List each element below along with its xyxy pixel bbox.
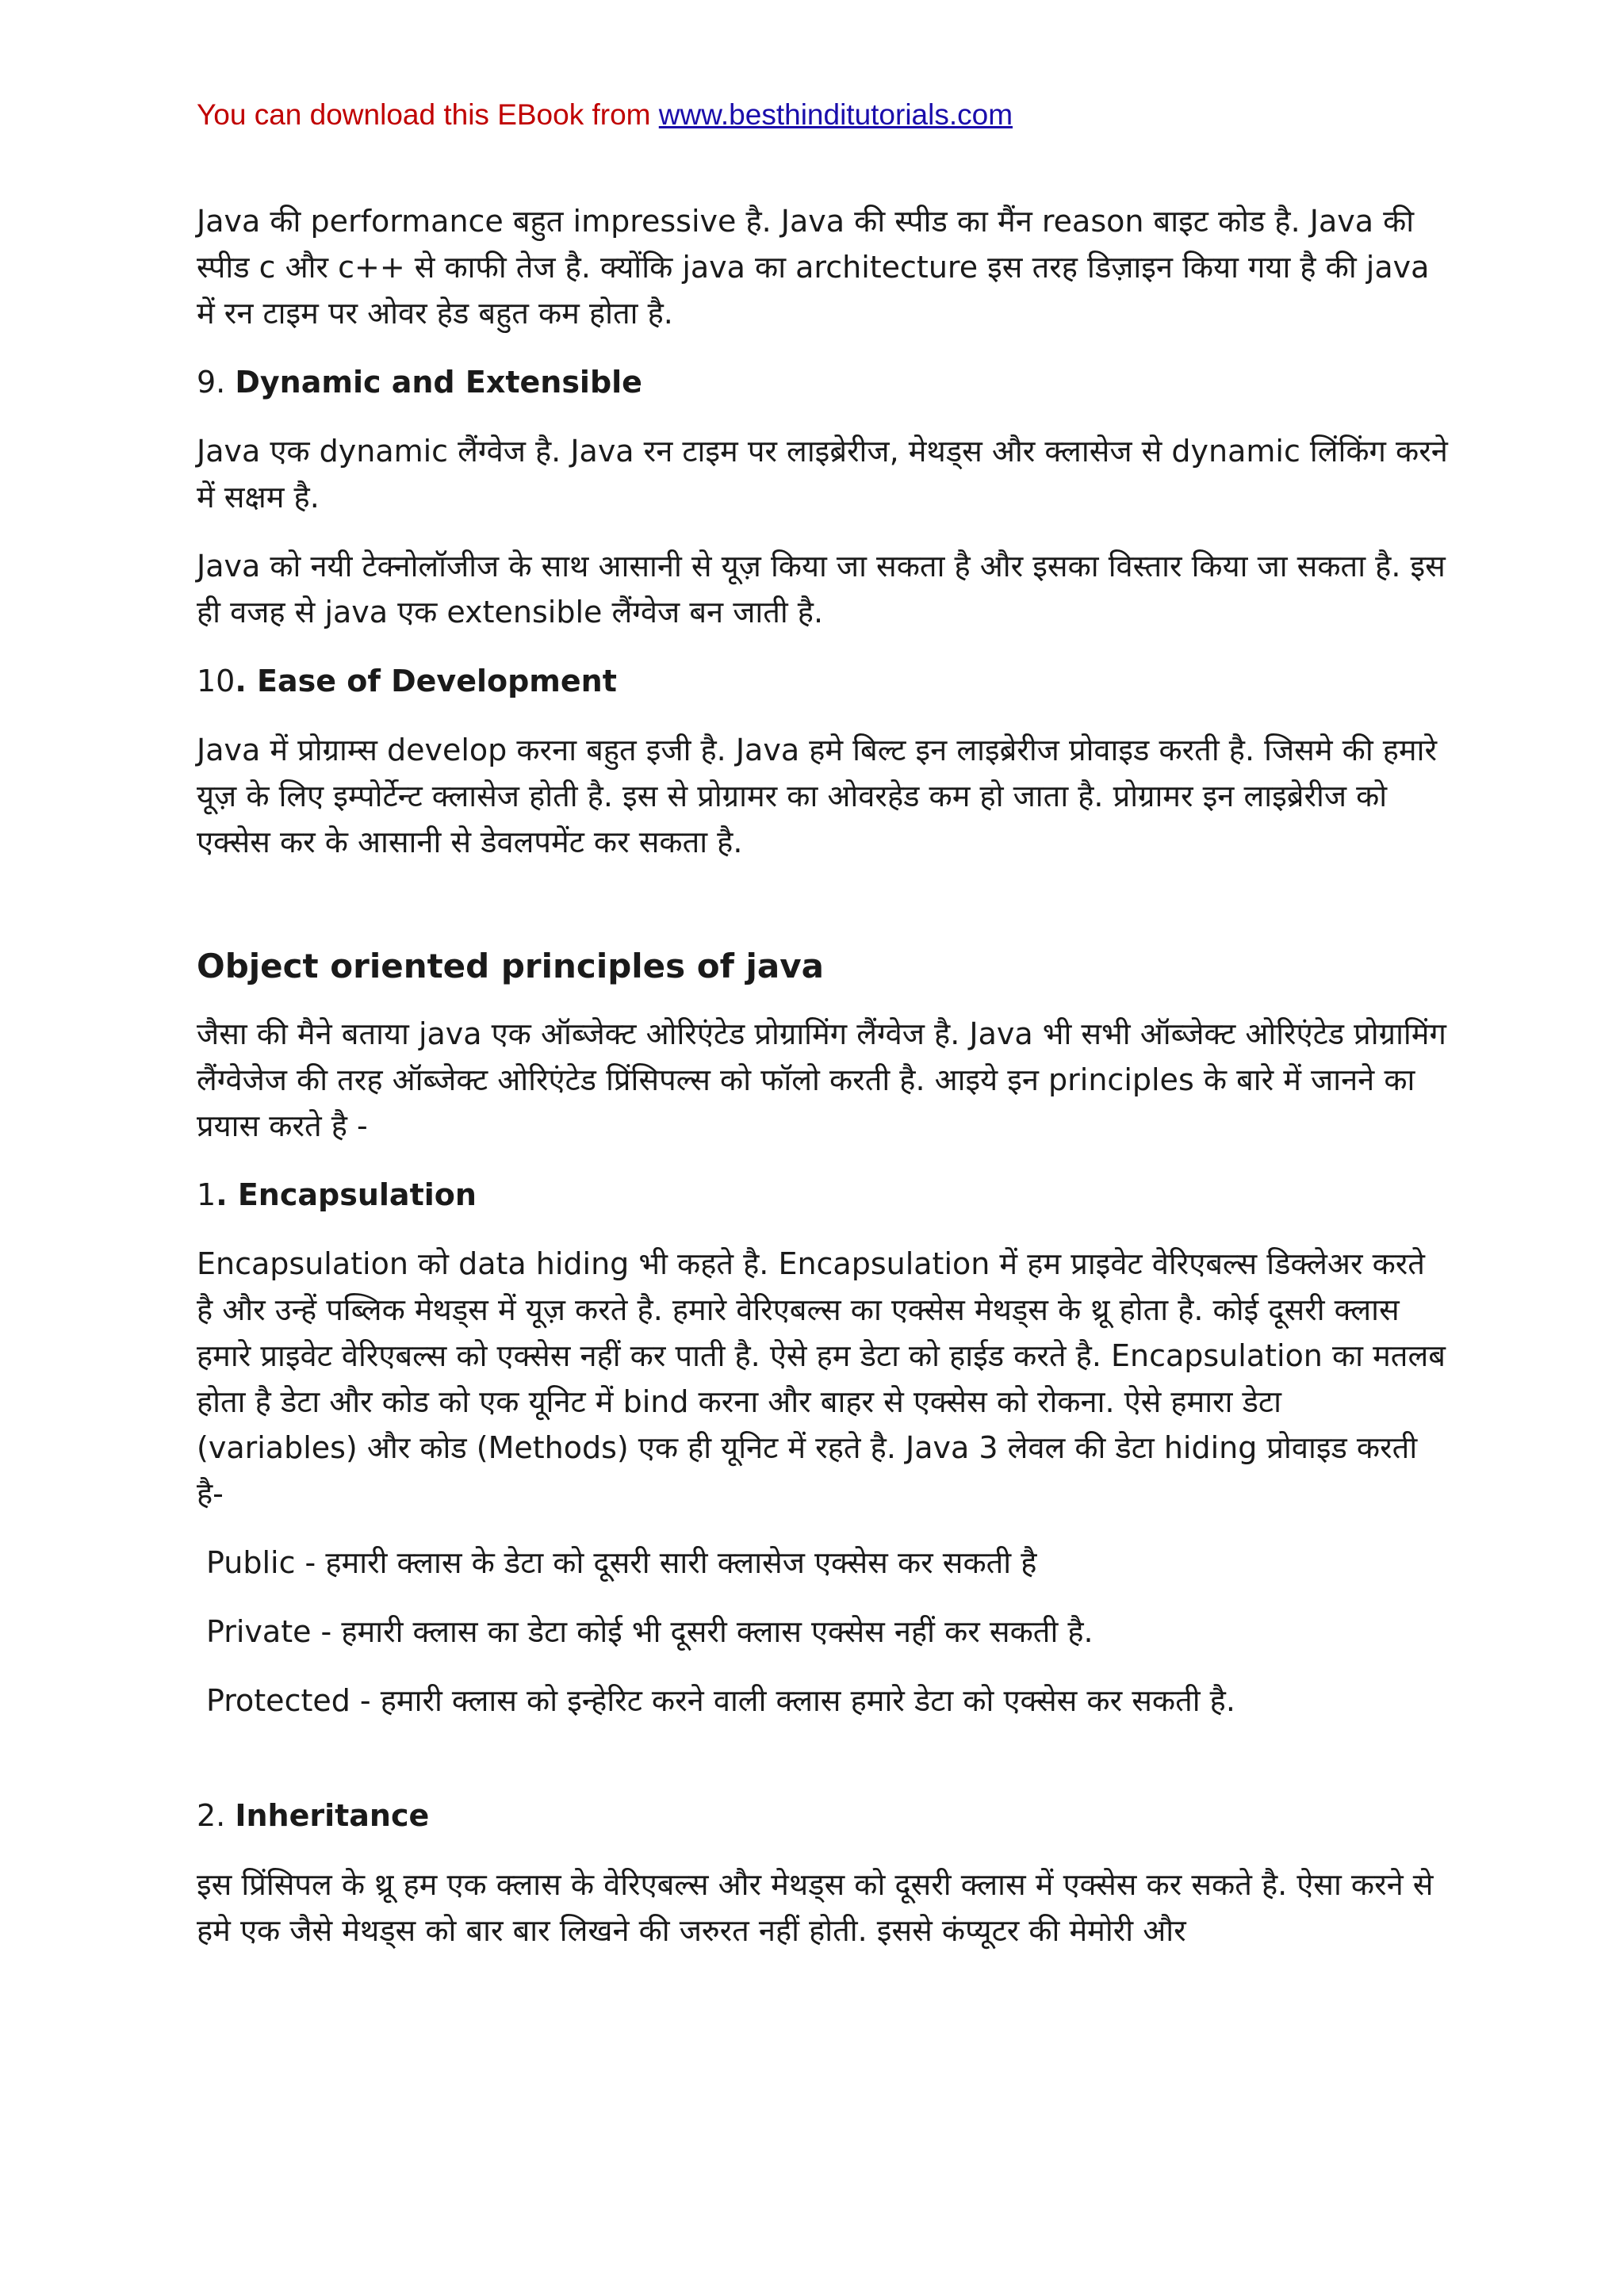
download-notice-text: You can download this EBook from <box>197 98 659 131</box>
website-link[interactable]: www.besthinditutorials.com <box>658 98 1013 131</box>
performance-paragraph: Java की performance बहुत impressive है. Java की स्पीड का मैंन reason बाइट कोड है. Java की स्पीड c और c++ से काफी तेज है. क्योंकि java का architecture इस तरह डिज़ाइन किया गया है की java में रन टाइम पर ओवर हेड बहुत कम होता है. <box>197 204 1430 331</box>
dynamic-paragraph: Java एक dynamic लैंग्वेज है. Java रन टाइम पर लाइब्रेरीज, मेथड्स और क्लासेज से dynamic लिंकिंग करने में सक्षम है. <box>197 434 1448 515</box>
item-10-title: . Ease of Development <box>235 664 617 698</box>
inheritance-heading <box>197 1793 1450 1839</box>
inheritance-paragraph: इस प्रिंसिपल के थ्रू हम एक क्लास के वेरिएबल्स और मेथड्स को दूसरी क्लास में एक्सेस कर सकते है. ऐसा करने से हमे एक जैसे मेथड्स को बार बार लिखने की जरुरत नहीं होती. इससे कंप्यूटर की मेमोरी और <box>197 1867 1434 1948</box>
item-9-number: 9. <box>197 365 236 400</box>
inheritance-title: Inheritance <box>235 1798 430 1833</box>
public-access-line: Public - हमारी क्लास के डेटा को दूसरी सारी क्लासेज एक्सेस कर सकती है <box>206 1545 1037 1580</box>
oop-intro-paragraph: जैसा की मैने बताया java एक ऑब्जेक्ट ओरिएंटेड प्रोग्रामिंग लैंग्वेज है. Java भी सभी ऑब्जेक्ट ओरिएंटेड प्रोग्रामिंग लैंग्वेजेज की तरह ऑब्जेक्ट ओरिएंटेड प्रिंसिपल्स को फॉलो करती है. आइये इन principles के बारे में जानने का प्रयास करते है - <box>197 1016 1446 1143</box>
download-notice <box>197 94 1450 136</box>
extensible-paragraph: Java को नयी टेक्नोलॉजीज के साथ आसानी से यूज़ किया जा सकता है और इसका विस्तार किया जा सकता है. इस ही वजह से java एक extensible लैंग्वेज बन जाती है. <box>197 549 1446 629</box>
ease-paragraph: Java में प्रोग्राम्स develop करना बहुत इजी है. Java हमे बिल्ट इन लाइब्रेरीज प्रोवाइड करती है. जिसमे की हमारे यूज़ के लिए इम्पोर्टेन्ट क्लासेज होती है. इस से प्रोग्रामर का ओवरहेड कम हो जाता है. प्रोग्रामर इन लाइब्रेरीज को एक्सेस कर के आसानी से डेवलपमेंट कर सकता है. <box>197 733 1438 859</box>
private-access-line: Private - हमारी क्लास का डेटा कोई भी दूसरी क्लास एक्सेस नहीं कर सकती है. <box>206 1614 1094 1649</box>
item-9-heading <box>197 359 1450 405</box>
document-page <box>197 94 1450 1976</box>
item-9-title: Dynamic and Extensible <box>235 365 642 400</box>
encapsulation-number: 1 <box>197 1177 216 1212</box>
spacer <box>197 1747 1450 1793</box>
inheritance-number: 2. <box>197 1798 236 1833</box>
oop-heading: Object oriented principles of java <box>197 947 824 985</box>
protected-access-line: Protected - हमारी क्लास को इन्हेरिट करने वाली क्लास हमारे डेटा को एक्सेस कर सकती है. <box>206 1683 1235 1718</box>
item-10-number: 10 <box>197 664 236 698</box>
encapsulation-paragraph: Encapsulation को data hiding भी कहते है. Encapsulation में हम प्राइवेट वेरिएबल्स डिक्लेअर करते है और उन्हें पब्लिक मेथड्स में यूज़ करते है. हमारे वेरिएबल्स का एक्सेस मेथड्स के थ्रू होता है. कोई दूसरी क्लास हमारे प्राइवेट वेरिएबल्स को एक्सेस नहीं कर पाती है. ऐसे हम डेटा को हाईड करते है. Encapsulation का मतलब होता है डेटा और कोड को एक यूनिट में bind करना और बाहर से एक्सेस को रोकना. ऐसे हमारा डेटा (variables) और कोड (Methods) एक ही यूनिट में रहते है. Java 3 लेवल की डेटा hiding प्रोवाइड करती है- <box>197 1246 1446 1511</box>
item-10-heading <box>197 658 1450 704</box>
encapsulation-heading <box>197 1172 1450 1218</box>
encapsulation-title: . Encapsulation <box>216 1177 477 1212</box>
